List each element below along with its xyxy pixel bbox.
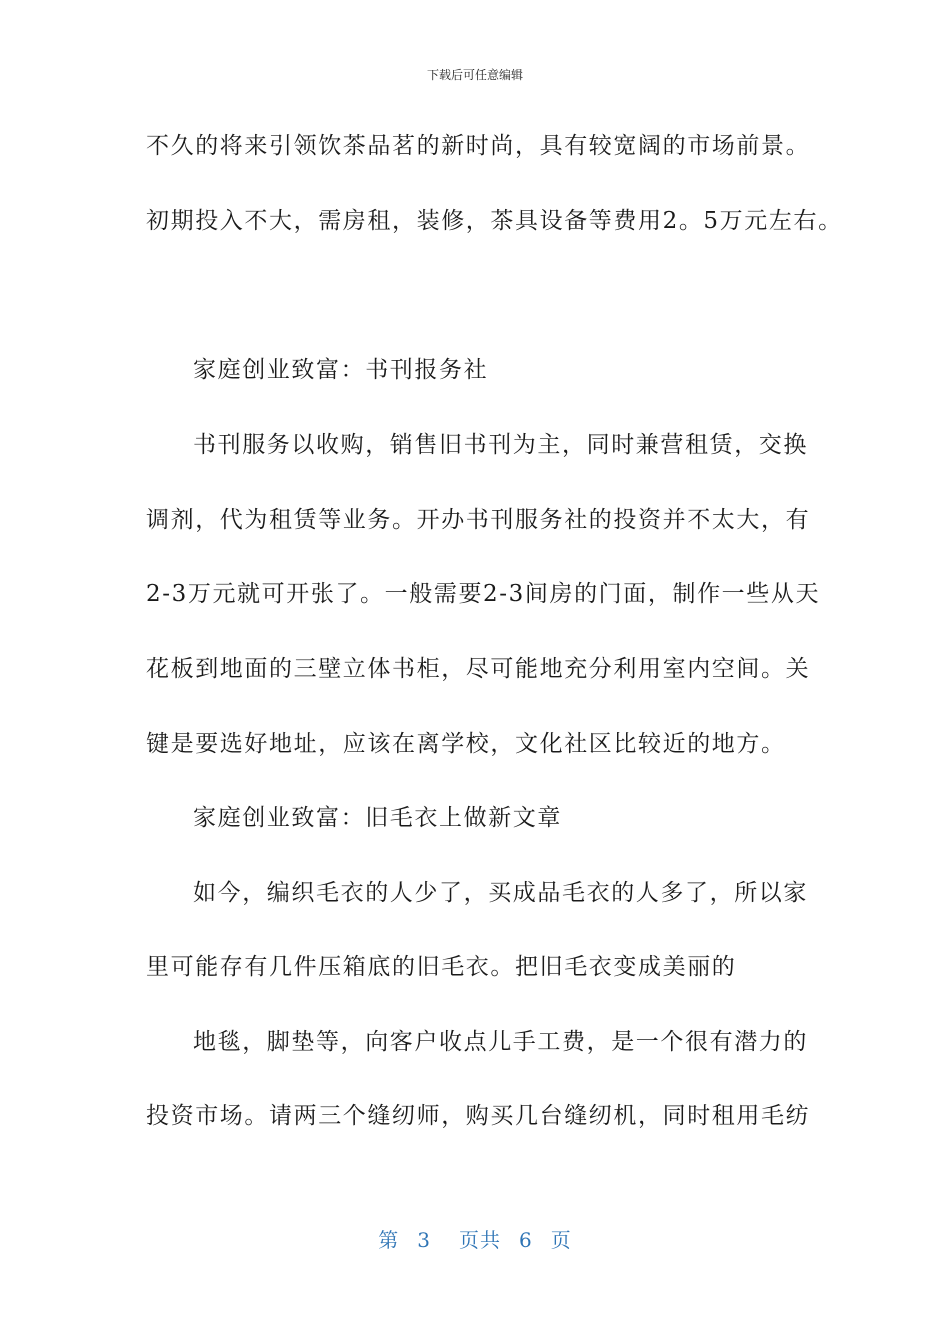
body-line: 花板到地面的三壁立体书柜，尽可能地充分利用室内空间。关 bbox=[146, 656, 811, 682]
body-line: 键是要选好地址，应该在离学校，文化社区比较近的地方。 bbox=[146, 731, 786, 757]
body-line: 初期投入不大，需房租，装修，茶具设备等费用2。5万元左右。 bbox=[146, 208, 843, 234]
body-line: 2-3万元就可开张了。一般需要2-3间房的门面，制作一些从天 bbox=[146, 581, 821, 607]
current-page-number: 3 bbox=[417, 1228, 431, 1252]
footer-suffix: 页 bbox=[550, 1228, 572, 1252]
section-heading-sweater: 家庭创业致富：旧毛衣上做新文章 bbox=[193, 805, 562, 831]
footer-prefix: 第 bbox=[378, 1228, 400, 1252]
body-line: 调剂，代为租赁等业务。开办书刊服务社的投资并不太大，有 bbox=[146, 507, 811, 533]
body-line: 地毯，脚垫等，向客户收点儿手工费，是一个很有潜力的 bbox=[193, 1029, 808, 1055]
section-heading-bookstore: 家庭创业致富：书刊报务社 bbox=[193, 357, 489, 383]
body-line: 投资市场。请两三个缝纫师，购买几台缝纫机，同时租用毛纺 bbox=[146, 1103, 811, 1129]
body-line: 如今，编织毛衣的人少了，买成品毛衣的人多了，所以家 bbox=[193, 880, 808, 906]
body-line: 不久的将来引领饮茶品茗的新时尚，具有较宽阔的市场前景。 bbox=[146, 133, 811, 159]
page-header: 下载后可任意编辑 bbox=[426, 68, 523, 82]
body-line: 里可能存有几件压箱底的旧毛衣。把旧毛衣变成美丽的 bbox=[146, 954, 737, 980]
body-line: 书刊服务以收购，销售旧书刊为主，同时兼营租赁，交换 bbox=[193, 432, 808, 458]
total-page-number: 6 bbox=[519, 1228, 533, 1252]
page-footer bbox=[0, 1224, 950, 1253]
footer-middle: 页共 bbox=[459, 1228, 501, 1252]
